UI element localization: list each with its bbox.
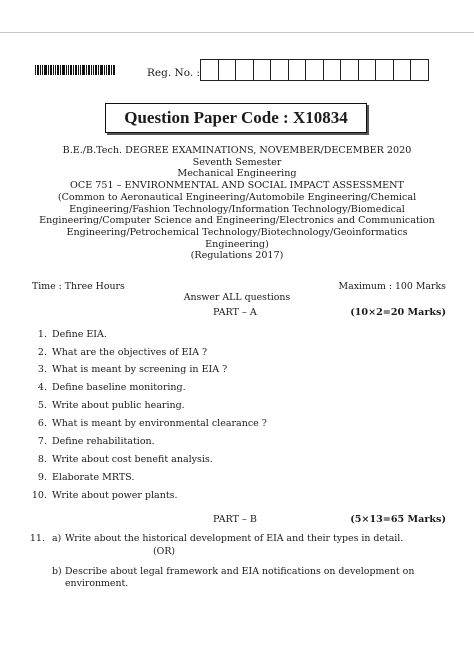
header-line: Engineering) — [205, 238, 269, 250]
header-line: Engineering/Computer Science and Engineering/Electronics and Communication — [39, 215, 435, 227]
answer-all-instruction: Answer ALL questions — [183, 292, 291, 303]
or-separator: (OR) — [153, 546, 176, 557]
question-item — [37, 454, 213, 465]
time-allowed: Time : Three Hours — [32, 281, 125, 292]
question-number: 1. — [37, 329, 47, 340]
question-item — [37, 418, 267, 429]
subquestion-text: environment. — [65, 577, 129, 589]
question-text: Define EIA. — [52, 329, 107, 340]
question-number: 4. — [37, 382, 47, 393]
reg-no-box — [288, 59, 307, 81]
header-line: (Common to Aeronautical Engineering/Automobile Engineering/Chemical — [57, 191, 417, 203]
header-line: OCE 751 – ENVIRONMENTAL AND SOCIAL IMPACT ASSESSMENT — [70, 180, 404, 192]
header-line: Engineering/Fashion Technology/Information Technology/Biomedical — [69, 203, 405, 215]
reg-no-label: Reg. No. : — [147, 67, 201, 79]
reg-no-box — [323, 59, 342, 81]
part-b-marks: (5×13=65 Marks) — [350, 514, 446, 525]
header-line: Engineering/Petrochemical Technology/Biotechnology/Geoinformatics — [66, 226, 408, 238]
subquestion-letter: a) — [52, 533, 62, 544]
reg-no-box — [410, 59, 429, 81]
question-text: Write about power plants. — [52, 490, 178, 501]
header-line: B.E./B.Tech. DEGREE EXAMINATIONS, NOVEMBER/DECEMBER 2020 — [62, 145, 412, 156]
header-line: (Regulations 2017) — [190, 250, 284, 262]
reg-no-box — [305, 59, 324, 81]
header-line: Mechanical Engineering — [177, 168, 297, 180]
header-line: Seventh Semester — [192, 156, 282, 168]
question-item — [37, 436, 155, 447]
question-text: Define baseline monitoring. — [52, 382, 186, 393]
question-text: What is meant by environmental clearance ? — [52, 418, 267, 429]
exam-header — [20, 145, 454, 262]
question-item — [37, 400, 185, 411]
reg-no-box — [358, 59, 377, 81]
part-a-marks: (10×2=20 Marks) — [350, 307, 446, 318]
question-number: 2. — [37, 347, 47, 358]
subquestion-text: Describe about legal framework and EIA notifications on development on — [65, 566, 415, 577]
question-number: 9. — [37, 472, 47, 483]
reg-no-box — [340, 59, 359, 81]
question-number: 11. — [29, 533, 45, 544]
question-number: 6. — [37, 418, 47, 429]
reg-no-box — [200, 59, 219, 81]
question-number: 8. — [37, 454, 47, 465]
question-text: Write about cost benefit analysis. — [52, 454, 213, 465]
question-item — [37, 329, 107, 340]
question-text: Write about public hearing. — [52, 400, 185, 411]
part-a-title: PART – A — [213, 307, 257, 318]
question-item — [37, 364, 228, 375]
barcode — [35, 65, 115, 75]
question-number: 10. — [31, 490, 47, 501]
question-number: 3. — [37, 364, 47, 375]
maximum-marks: Maximum : 100 Marks — [338, 281, 446, 292]
question-item — [31, 490, 178, 501]
subquestion-text: Write about the historical development of EIA and their types in detail. — [65, 533, 404, 544]
question-number: 5. — [37, 400, 47, 411]
reg-no-box — [375, 59, 394, 81]
question-paper-code: Question Paper Code : X10834 — [105, 103, 367, 133]
question-item — [37, 472, 135, 483]
top-rule — [0, 32, 474, 33]
question-item — [37, 382, 186, 393]
reg-no-box — [253, 59, 272, 81]
reg-no-box — [218, 59, 237, 81]
question-11a — [52, 533, 404, 544]
question-11b — [52, 566, 445, 589]
subquestion-letter: b) — [52, 566, 62, 577]
question-item — [37, 347, 208, 358]
reg-no-box — [393, 59, 412, 81]
question-text: Elaborate MRTS. — [52, 472, 135, 483]
question-text: Define rehabilitation. — [52, 436, 155, 447]
question-text: What is meant by screening in EIA ? — [52, 364, 228, 375]
time-marks-row — [32, 281, 446, 292]
reg-no-boxes — [200, 59, 428, 81]
reg-no-box — [235, 59, 254, 81]
part-b-title: PART – B — [213, 514, 257, 525]
reg-no-box — [270, 59, 289, 81]
question-text: What are the objectives of EIA ? — [52, 347, 208, 358]
question-number: 7. — [37, 436, 47, 447]
